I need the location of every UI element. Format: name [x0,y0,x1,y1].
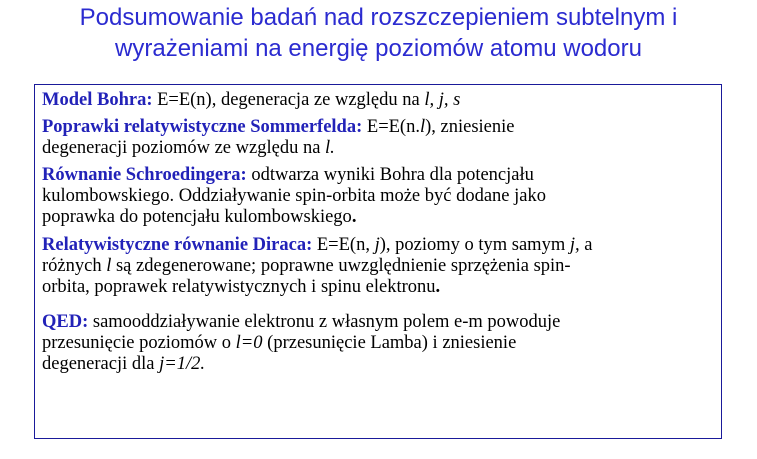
text-run: E=E(n), degeneracja ze względu na [152,90,425,110]
italic-run: l=0 [235,333,263,353]
section-line [42,207,722,228]
text-run: a [579,235,593,255]
section-line [42,333,722,354]
text-run: odtwarza wyniki Bohra dla potencjału [246,165,534,185]
bold-run: . [351,207,357,227]
text-run: są zdegenerowane; poprawne uwzględnienie sprzężenia spin- [111,256,571,276]
text-run: kulombowskiego. Oddziaływanie spin-orbita może być dodane jako [42,186,546,206]
section-line [42,235,722,256]
section-line [42,165,722,186]
text-run: ), zniesienie [425,117,515,137]
section-heading: Relatywistyczne równanie Diraca: [42,235,313,255]
text-run: ), poziomy o tym samym [379,235,570,255]
text-run: orbita, poprawek relatywistycznych i spinu elektronu [42,277,436,297]
text-run: poprawka do potencjału kulombowskiego [42,207,352,227]
slide-title [0,2,757,64]
text-run: E=E(n. [362,117,420,137]
title-line-2: wyrażeniami na energię poziomów atomu wodoru [115,35,642,62]
text-run: różnych [42,256,107,276]
section-schroedinger [42,165,722,228]
text-run: degeneracji dla [42,354,160,374]
italic-run: l [106,256,112,276]
title-line-1: Podsumowanie badań nad rozszczepieniem subtelnym i [79,4,678,31]
section-heading: Poprawki relatywistyczne Sommerfelda: [42,117,363,137]
italic-run: l [419,117,426,137]
section-line [42,277,722,298]
section-line [42,117,722,138]
section-line [42,186,722,207]
text-run: przesunięcie poziomów o [42,333,236,353]
italic-run: j=1/2. [159,354,205,374]
italic-run: j, [569,235,580,255]
section-line [42,354,722,375]
section-bohr-model [42,90,722,111]
text-run: E=E(n, [312,235,375,255]
section-line [42,90,722,111]
section-heading: Model Bohra: [42,90,153,110]
section-line [42,138,722,159]
section-heading: QED: [42,312,89,332]
summary-box [34,84,722,439]
bold-run: . [435,277,441,297]
section-qed [42,312,722,375]
text-run: samooddziaływanie elektronu z własnym polem e-m powoduje [88,312,561,332]
italic-run: l, j, s [424,90,461,110]
italic-run: j [374,235,380,255]
text-run: degeneracji poziomów ze względu na [42,138,326,158]
section-sommerfeld [42,117,722,159]
section-line [42,312,722,333]
section-heading: Równanie Schroedingera: [42,165,247,185]
section-line [42,256,722,277]
italic-run: l. [325,138,335,158]
text-run: (przesunięcie Lamba) i zniesienie [262,333,517,353]
section-dirac [42,235,722,298]
